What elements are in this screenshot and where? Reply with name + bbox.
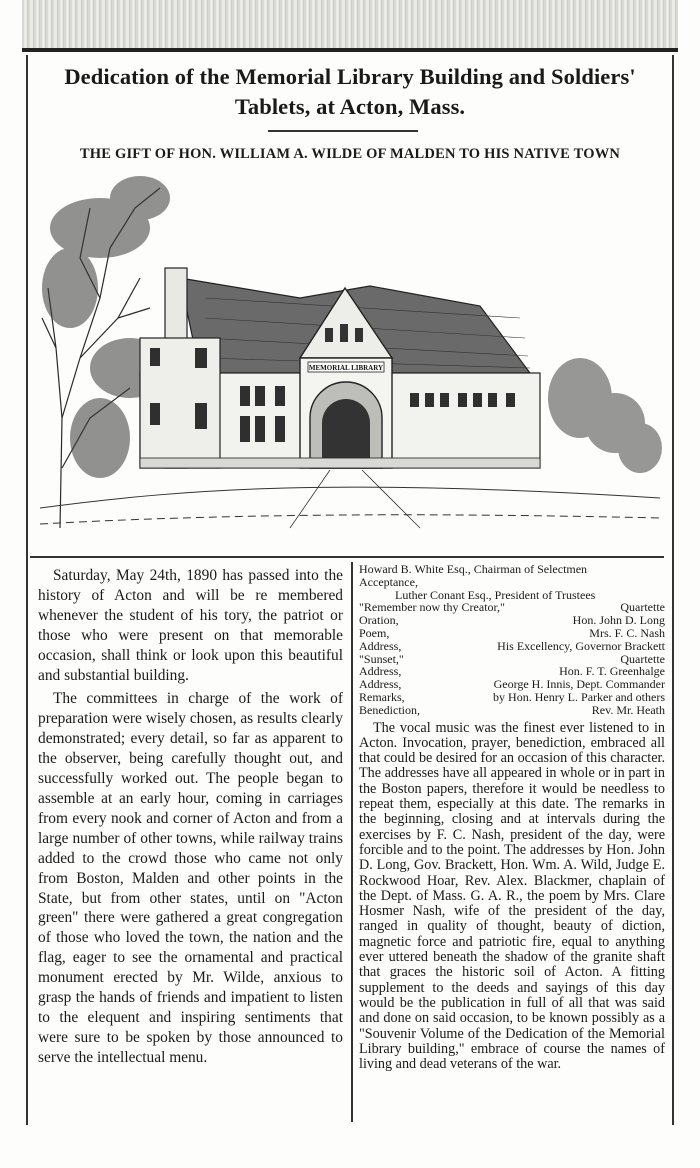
program-item-person: Quartette [620,651,665,666]
program-item-person: Rev. Mr. Heath [591,702,665,717]
program-item-role: Poem, [359,625,390,640]
program-item [359,691,665,704]
article-right-column [359,563,665,1072]
program-item-role: Address, [359,638,402,653]
program-item-role: Howard B. White Esq., Chairman of Selectmen [359,562,588,576]
headline [30,62,670,122]
top-rule [22,48,678,52]
program-item-role: Luther Conant Esq., President of Trustees [395,587,596,602]
program-item-person: Hon. John D. Long [572,613,665,628]
article-left-column [38,566,343,1068]
program-item-person: Mrs. F. C. Nash [589,625,665,640]
program-item [359,640,665,653]
headline-line-2: Tablets, at Acton, Mass. [234,94,466,119]
headline-rule [268,130,418,132]
paragraph: The committees in charge of the work of preparation were wisely chosen, as results clearly demonstrated; every detail, so far as apparent to the observer, being carefully thought out, and successfully worked out. The people began to assemble at an early hour, coming in carriages from every nook and corner of Acton and from a large number of other towns, while railway trains added to the crowd those who came not only from Boston, Malden and other points in the State, but from other states, until on "Acton green" there were gathered a great congregation of those who loved the town, the nation and the flag, eager to see the ornamental and practical monument erected by Mr. Wilde, anxious to grasp the hands of friends and impatient to listen to the elequent and inspiring sentiments that were sure to be spoken by those announced to serve the intellectual menu. [38,690,343,1066]
program-item [359,563,665,576]
library-building-illustration [40,168,662,548]
program-item-role: Address, [359,664,402,679]
column-divider [351,562,353,1122]
program-item-role: Benediction, [359,702,420,717]
headline-line-1: Dedication of the Memorial Library Building and Soldiers' [64,64,636,89]
paragraph: Saturday, May 24th, 1890 has passed into the history of Acton and will be re membered whenever the student of his tory, the patriot or those who were present on that memorable occasion, shall think or look upon this beautiful and substantial building. [38,567,343,684]
program-item [359,576,665,589]
scan-noise-band [22,0,678,50]
section-rule [30,556,664,558]
program-item-role: "Remember now thy Creator," [359,600,505,615]
program-item-role: "Sunset," [359,651,404,666]
program-item-person: Hon. F. T. Greenhalge [559,664,665,679]
paragraph: The vocal music was the finest ever listened to in Acton. Invocation, prayer, benediction, embraced all that could be desired for an occasion of this character. The addresses have all appeared in whole or in part in the Boston papers, therefore it would be needless to repeat them, especially at this date. The remarks in the beginning, closing and at intervals during the exercises by F. C. Nash, president of the day, were forcible and to the point. The addresses by Hon. John D. Long, Gov. Brackett, Hon. Wm. A. Wild, Judge E. Rockwood Hoar, Rev. Alex. Blackmer, chaplain of the Dept. of Mass. G. A. R., the poem by Mrs. Clare Hosmer Nash, wife of the president of the day, ranged in quality of thought, beauty of diction, magnetic force and patriotic fire, equal to anything ever uttered beneath the shadow of the granite shaft that graces the historic soil of Acton. A fitting supplement to the deeds and sayings of this day would be the publication in full of all that was said and done on said occasion, to be known possibly as a "Souvenir Volume of the Dedication of the Memorial Library building," embrace of course the names of living and dead veterans of the war. [359,719,665,1073]
program-item-person: George H. Innis, Dept. Commander [493,677,665,692]
program-item-role: Acceptance, [359,574,418,589]
program-item-person: His Excellency, Governor Brackett [497,638,665,653]
program-item-role: Address, [359,677,402,692]
subheadline: THE GIFT OF HON. WILLIAM A. WILDE OF MALDEN TO HIS NATIVE TOWN [79,146,621,162]
program-item [359,704,665,717]
program-item-role: Oration, [359,613,399,628]
program-item [359,627,665,640]
program-item-person: by Hon. Henry L. Parker and others [493,689,665,704]
program-item-role: Remarks, [359,689,405,704]
right-column-body [359,721,665,1073]
program-item-person: Quartette [620,600,665,615]
library-sign-text: MEMORIAL LIBRARY [308,364,384,372]
program-list [359,563,665,717]
